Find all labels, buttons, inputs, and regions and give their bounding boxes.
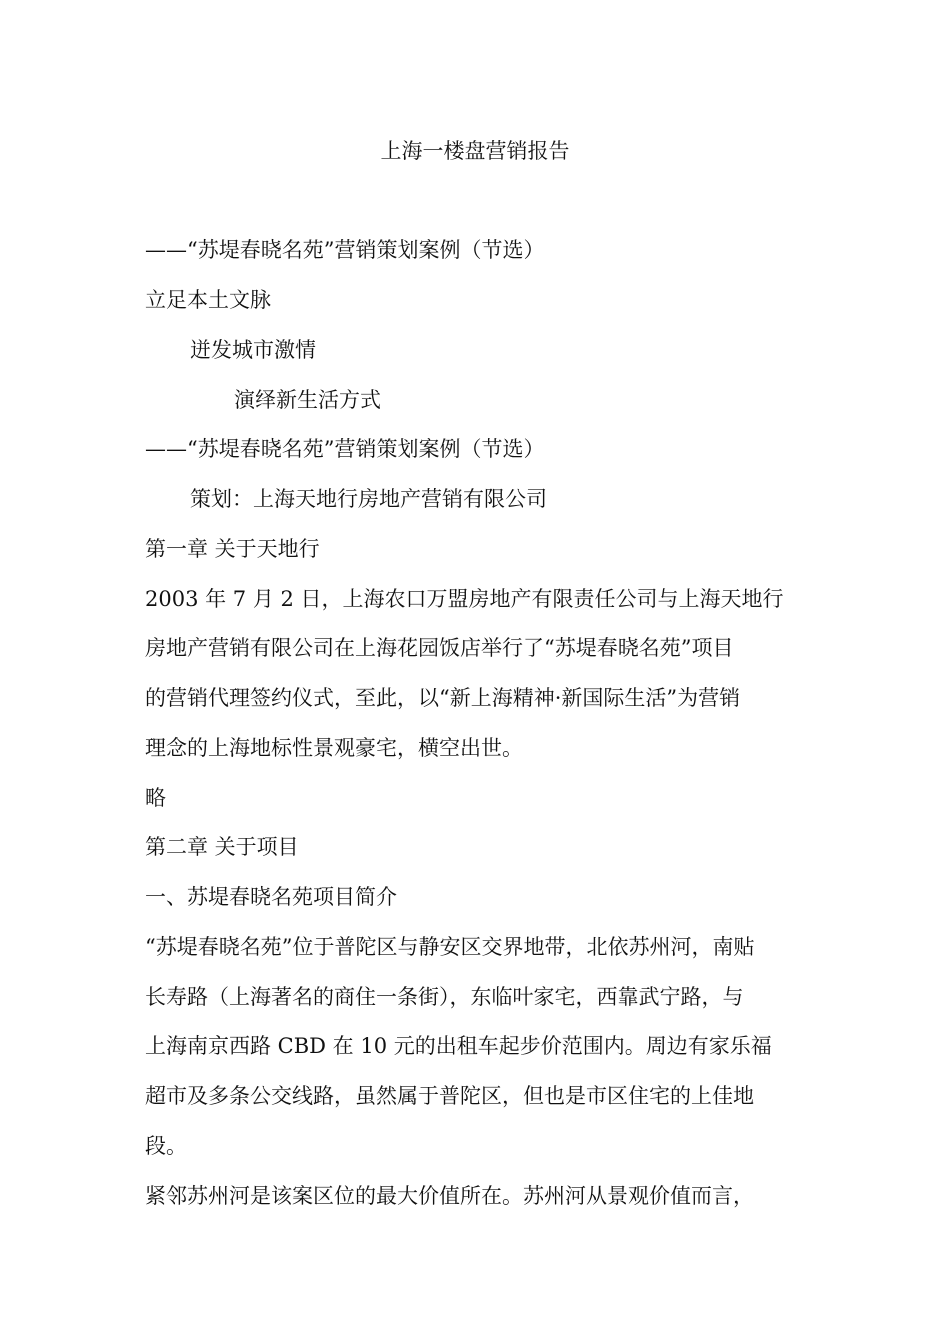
paragraph-line: 上海南京西路 CBD 在 10 元的出租车起步价范围内。周边有家乐福	[145, 1034, 772, 1058]
paragraph-line: 段。	[145, 1134, 187, 1158]
slogan-line-2: 迸发城市激情	[190, 338, 316, 362]
paragraph-line: 的营销代理签约仪式，至此，以“新上海精神·新国际生活”为营销	[145, 686, 741, 710]
chapter-heading: 第一章 关于天地行	[145, 537, 320, 561]
subtitle-repeat: ——“苏堤春晓名苑”营销策划案例（节选）	[145, 437, 545, 461]
paragraph-line: 房地产营销有限公司在上海花园饭店举行了“苏堤春晓名苑”项目	[145, 636, 734, 660]
document-title: 上海一楼盘营销报告	[380, 139, 570, 163]
paragraph-line: 理念的上海地标性景观豪宅，横空出世。	[145, 736, 523, 760]
slogan-line-1: 立足本土文脉	[145, 288, 271, 312]
paragraph-line: 超市及多条公交线路，虽然属于普陀区，但也是市区住宅的上佳地	[145, 1084, 754, 1108]
paragraph-line: 长寿路（上海著名的商住一条街），东临叶家宅，西靠武宁路，与	[145, 985, 744, 1009]
paragraph-line: “苏堤春晓名苑”位于普陀区与静安区交界地带，北依苏州河，南贴	[145, 935, 755, 959]
planner-credit: 策划：上海天地行房地产营销有限公司	[190, 487, 547, 511]
chapter-heading: 第二章 关于项目	[145, 835, 299, 859]
slogan-line-3: 演绎新生活方式	[234, 388, 381, 412]
section-heading: 一、苏堤春晓名苑项目简介	[145, 885, 397, 909]
paragraph-line: 紧邻苏州河是该案区位的最大价值所在。苏州河从景观价值而言，	[145, 1184, 754, 1208]
omitted-note: 略	[145, 786, 166, 810]
subtitle: ——“苏堤春晓名苑”营销策划案例（节选）	[145, 238, 545, 262]
paragraph-line: 2003 年 7 月 2 日，上海农口万盟房地产有限责任公司与上海天地行	[145, 587, 784, 611]
